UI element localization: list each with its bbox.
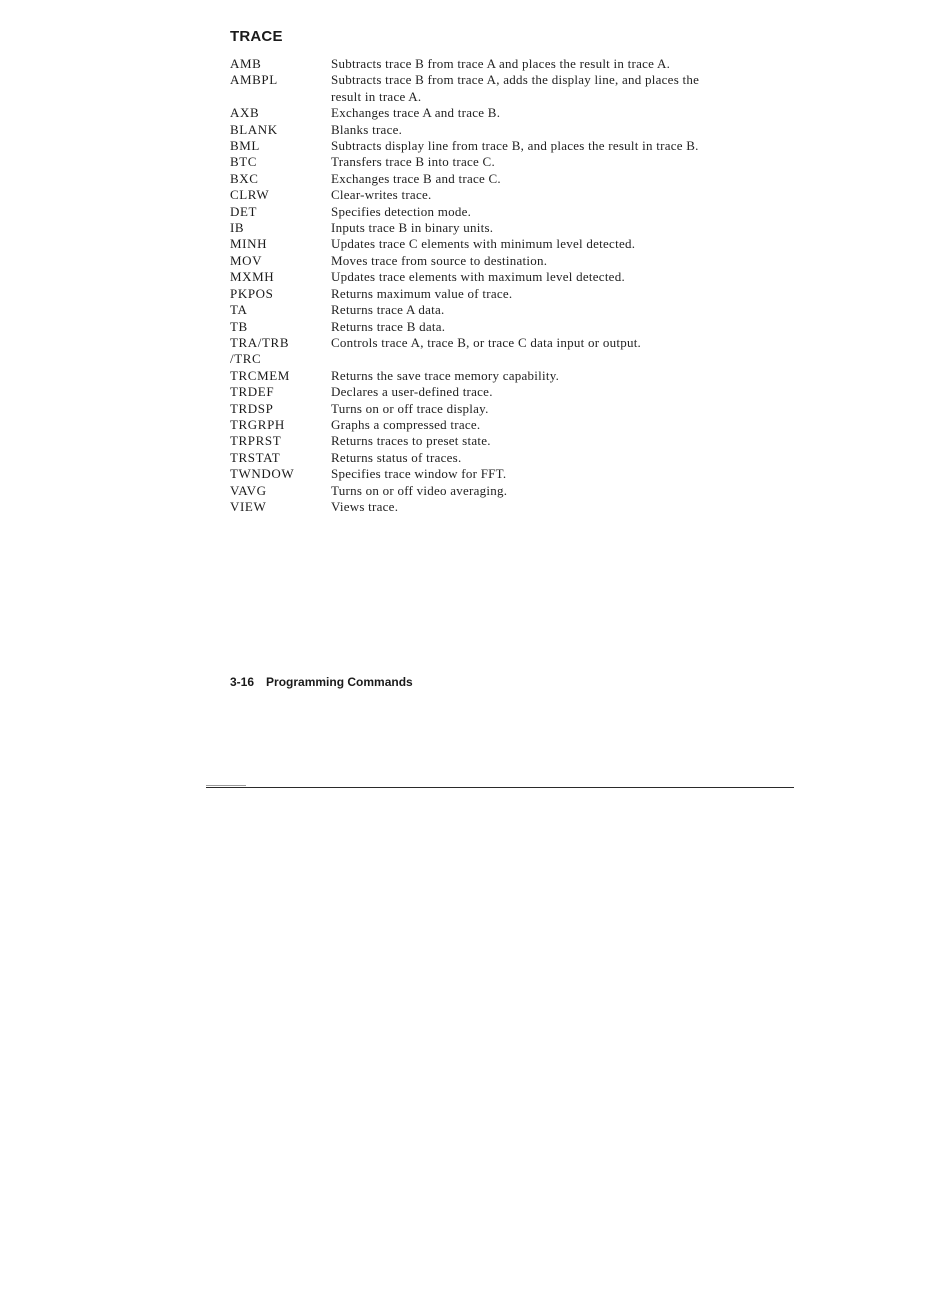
- command-name: BTC: [230, 154, 258, 170]
- command-description: Graphs a compressed trace.: [331, 416, 481, 432]
- table-row: [230, 483, 720, 499]
- command-description: Returns status of traces.: [331, 449, 462, 465]
- table-row: [230, 401, 720, 417]
- command-description: Blanks trace.: [331, 121, 403, 137]
- command-name: TA: [230, 302, 248, 318]
- table-row: [230, 368, 720, 384]
- command-table: [230, 56, 720, 515]
- command-description: Specifies detection mode.: [331, 203, 472, 219]
- table-row: [230, 122, 720, 138]
- command-name: TB: [230, 318, 248, 334]
- table-row: [230, 236, 720, 252]
- table-row: [230, 417, 720, 433]
- table-row: [230, 187, 720, 203]
- table-row: [230, 72, 720, 105]
- command-description: Turns on or off video averaging.: [331, 482, 508, 498]
- command-name: TRCMEM: [230, 367, 290, 383]
- command-name: MINH: [230, 236, 268, 252]
- table-row: [230, 302, 720, 318]
- command-name: BML: [230, 138, 260, 154]
- command-name: TRA/TRB /TRC: [230, 334, 290, 367]
- command-name: MXMH: [230, 269, 275, 285]
- page-footer: [230, 675, 413, 689]
- command-name: BXC: [230, 170, 259, 186]
- table-row: [230, 499, 720, 515]
- command-name: TRGRPH: [230, 416, 285, 432]
- table-row: [230, 204, 720, 220]
- table-row: [230, 466, 720, 482]
- table-row: [230, 105, 720, 121]
- command-description: Updates trace elements with maximum level detected.: [331, 269, 625, 285]
- chapter-title: Programming Commands: [266, 675, 413, 689]
- command-description: Returns trace B data.: [331, 318, 446, 334]
- command-description: Declares a user-defined trace.: [331, 384, 493, 400]
- command-name: AMB: [230, 56, 262, 71]
- command-name: TRSTAT: [230, 449, 281, 465]
- table-row: [230, 319, 720, 335]
- page-number: 3-16: [230, 675, 255, 689]
- table-row: [230, 220, 720, 236]
- command-name: PKPOS: [230, 285, 274, 301]
- table-row: [230, 433, 720, 449]
- table-row: [230, 154, 720, 170]
- command-description: Exchanges trace A and trace B.: [331, 105, 501, 121]
- command-description: Views trace.: [331, 498, 399, 514]
- command-description: Exchanges trace B and trace C.: [331, 170, 501, 186]
- command-description: Specifies trace window for FFT.: [331, 466, 507, 482]
- command-description: Moves trace from source to destination.: [331, 252, 548, 268]
- command-name: AXB: [230, 105, 260, 121]
- table-row: [230, 138, 720, 154]
- table-row: [230, 286, 720, 302]
- command-name: TWNDOW: [230, 466, 295, 482]
- table-row: [230, 56, 720, 72]
- command-description: Subtracts trace B from trace A and places the result in trace A.: [331, 56, 671, 71]
- table-row: [230, 450, 720, 466]
- divider: [206, 785, 246, 786]
- command-description: Subtracts display line from trace B, and places the result in trace B.: [331, 138, 699, 154]
- command-description: Transfers trace B into trace C.: [331, 154, 495, 170]
- command-name: VAVG: [230, 482, 267, 498]
- command-name: AMBPL: [230, 72, 278, 88]
- command-description: Controls trace A, trace B, or trace C data input or output.: [331, 334, 642, 350]
- command-description: Turns on or off trace display.: [331, 400, 489, 416]
- command-description: Inputs trace B in binary units.: [331, 220, 494, 236]
- command-description: Returns the save trace memory capability.: [331, 367, 560, 383]
- command-name: DET: [230, 203, 258, 219]
- command-name: TRPRST: [230, 433, 282, 449]
- table-row: [230, 384, 720, 400]
- command-name: CLRW: [230, 187, 270, 203]
- command-name: TRDEF: [230, 384, 275, 400]
- table-row: [230, 253, 720, 269]
- command-name: TRDSP: [230, 400, 274, 416]
- divider: [206, 787, 794, 788]
- command-description: Clear-writes trace.: [331, 187, 432, 203]
- command-name: VIEW: [230, 498, 267, 514]
- command-name: IB: [230, 220, 245, 236]
- command-description: Returns trace A data.: [331, 302, 445, 318]
- table-row: [230, 335, 720, 368]
- command-description: Subtracts trace B from trace A, adds the display line, and places the result in trace A.: [331, 72, 700, 104]
- table-row: [230, 269, 720, 285]
- command-name: MOV: [230, 252, 263, 268]
- command-description: Updates trace C elements with minimum level detected.: [331, 236, 636, 252]
- section-title: TRACE: [230, 28, 283, 45]
- command-description: Returns maximum value of trace.: [331, 285, 513, 301]
- command-name: BLANK: [230, 121, 278, 137]
- command-description: Returns traces to preset state.: [331, 433, 491, 449]
- table-row: [230, 171, 720, 187]
